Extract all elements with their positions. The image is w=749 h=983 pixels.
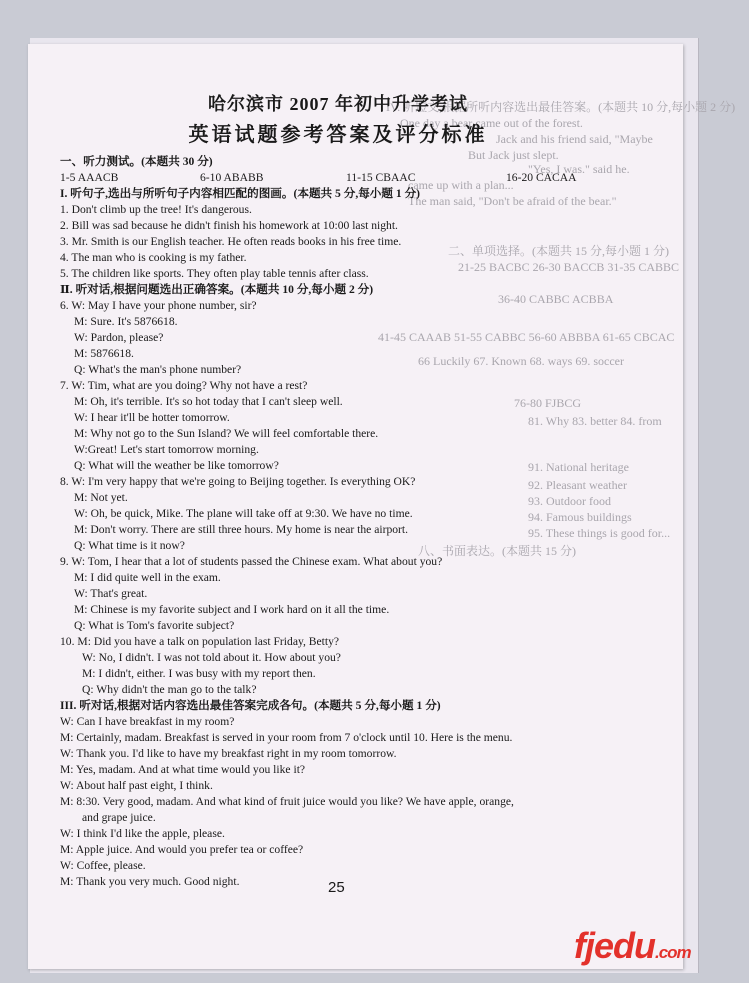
- transcript-line: M: Apple juice. And would you prefer tea or coffee?: [60, 843, 304, 856]
- transcript-line: W:Great! Let's start tomorrow morning.: [74, 443, 259, 456]
- section-heading: I. 听句子,选出与所听句子内容相匹配的图画。(本题共 5 分,每小题 1 分): [60, 187, 421, 200]
- bleed-line: 94. Famous buildings: [528, 510, 632, 524]
- watermark-suffix: .com: [655, 943, 691, 962]
- transcript-line: 9. W: Tom, I hear that a lot of students passed the Chinese exam. What about you?: [60, 555, 443, 568]
- bleed-line: IV. 听短文,根据所听内容选出最佳答案。(本题共 10 分,每小题 2 分): [386, 100, 736, 114]
- page-subtitle: 英语试题参考答案及评分标准: [188, 124, 488, 146]
- transcript-line: M: Yes, madam. And at what time would you like it?: [60, 763, 306, 776]
- transcript-line: W: That's great.: [74, 587, 148, 600]
- transcript-line: W: I hear it'll be hotter tomorrow.: [74, 411, 230, 424]
- bleed-line: "Yes, I was." said he.: [528, 162, 630, 176]
- transcript-line: W: Oh, be quick, Mike. The plane will take off at 9:30. We have no time.: [74, 507, 413, 520]
- transcript-line: M: Chinese is my favorite subject and I work hard on it all the time.: [74, 603, 390, 616]
- transcript-line: Q: Why didn't the man go to the talk?: [82, 683, 257, 696]
- transcript-line: M: I didn't, either. I was busy with my report then.: [82, 667, 316, 680]
- transcript-line: 3. Mr. Smith is our English teacher. He often reads books in his free time.: [60, 235, 402, 248]
- answer-group: 11-15 CBAAC: [346, 171, 416, 184]
- transcript-line: M: I did quite well in the exam.: [74, 571, 221, 584]
- bleed-line: 二、单项选择。(本题共 15 分,每小题 1 分): [448, 244, 669, 258]
- bleed-line: 93. Outdoor food: [528, 494, 611, 508]
- bleed-line: 41-45 CAAAB 51-55 CABBC 56-60 ABBBA 61-65 CBCAC: [378, 330, 675, 344]
- section-heading: Ⅱ. 听对话,根据问题选出正确答案。(本题共 10 分,每小题 2 分): [60, 283, 374, 296]
- site-watermark: [574, 925, 691, 971]
- answer-group: 1-5 AAACB: [60, 171, 119, 184]
- transcript-line: 8. W: I'm very happy that we're going to Beijing together. Is everything OK?: [60, 475, 416, 488]
- transcript-line: W: Coffee, please.: [60, 859, 146, 872]
- transcript-line: 4. The man who is cooking is my father.: [60, 251, 247, 264]
- transcript-line: W: Thank you. I'd like to have my breakfast right in my room tomorrow.: [60, 747, 397, 760]
- transcript-line: W: Pardon, please?: [74, 331, 164, 344]
- page-number: 25: [328, 879, 345, 896]
- transcript-line: M: 5876618.: [74, 347, 134, 360]
- bleed-line: 66 Luckily 67. Known 68. ways 69. soccer: [418, 354, 624, 368]
- answer-group: 6-10 ABABB: [200, 171, 264, 184]
- transcript-line: 7. W: Tim, what are you doing? Why not have a rest?: [60, 379, 308, 392]
- transcript-line: M: Don't worry. There are still three hours. My home is near the airport.: [74, 523, 409, 536]
- bleed-line: One day a bear came out of the forest.: [400, 116, 583, 130]
- transcript-line: M: Certainly, madam. Breakfast is served in your room from 7 o'clock until 10. Here is the menu.: [60, 731, 513, 744]
- transcript-line: M: Not yet.: [74, 491, 128, 504]
- bleed-line: 91. National heritage: [528, 460, 629, 474]
- transcript-line: W: No, I didn't. I was not told about it. How about you?: [82, 651, 341, 664]
- section-heading: 一、听力测试。(本题共 30 分): [60, 155, 213, 168]
- bleed-line: 81. Why 83. better 84. from: [528, 414, 662, 428]
- bleed-line: But Jack just slept.: [468, 148, 559, 162]
- bleed-line: 21-25 BACBC 26-30 BACCB 31-35 CABBC: [458, 260, 680, 274]
- transcript-line: Q: What's the man's phone number?: [74, 363, 242, 376]
- answer-group: 16-20 CACAA: [506, 171, 577, 184]
- transcript-line: 5. The children like sports. They often play table tennis after class.: [60, 267, 369, 280]
- transcript-line: M: Oh, it's terrible. It's so hot today that I can't sleep well.: [74, 395, 343, 408]
- transcript-line: 2. Bill was sad because he didn't finish his homework at 10:00 last night.: [60, 219, 398, 232]
- bleed-line: 76-80 FJBCG: [514, 396, 582, 410]
- transcript-line: M: 8:30. Very good, madam. And what kind of fruit juice would you like? We have apple, orange,: [60, 795, 514, 808]
- bleed-line: 36-40 CABBC ACBBA: [498, 292, 614, 306]
- bleed-line: Jack and his friend said, "Maybe: [496, 132, 653, 146]
- transcript-line: M: Sure. It's 5876618.: [74, 315, 178, 328]
- bleed-line: 92. Pleasant weather: [528, 478, 627, 492]
- transcript-line: W: I think I'd like the apple, please.: [60, 827, 225, 840]
- watermark-main: fjedu: [574, 925, 655, 966]
- transcript-line: M: Thank you very much. Good night.: [60, 875, 240, 888]
- transcript-line: Q: What is Tom's favorite subject?: [74, 619, 235, 632]
- bleed-line: came up with a plan...: [408, 178, 514, 192]
- page-title: 哈尔滨市 2007 年初中升学考试: [208, 94, 468, 114]
- transcript-line: Q: What will the weather be like tomorrow?: [74, 459, 279, 472]
- transcript-line: 6. W: May I have your phone number, sir?: [60, 299, 257, 312]
- bleed-line: 95. These things is good for...: [528, 526, 671, 540]
- section-heading: III. 听对话,根据对话内容选出最佳答案完成各句。(本题共 5 分,每小题 1 分): [60, 699, 441, 712]
- transcript-line: Q: What time is it now?: [74, 539, 185, 552]
- transcript-line: M: Why not go to the Sun Island? We will feel comfortable there.: [74, 427, 379, 440]
- document-page: [28, 44, 736, 969]
- bleed-line: 八、书面表达。(本题共 15 分): [418, 544, 576, 558]
- transcript-line: W: About half past eight, I think.: [60, 779, 213, 792]
- transcript-line: 1. Don't climb up the tree! It's dangerous.: [60, 203, 252, 216]
- transcript-line: and grape juice.: [82, 811, 156, 824]
- transcript-line: W: Can I have breakfast in my room?: [60, 715, 235, 728]
- transcript-line: 10. M: Did you have a talk on population last Friday, Betty?: [60, 635, 340, 648]
- bleed-line: The man said, "Don't be afraid of the bear.": [408, 194, 617, 208]
